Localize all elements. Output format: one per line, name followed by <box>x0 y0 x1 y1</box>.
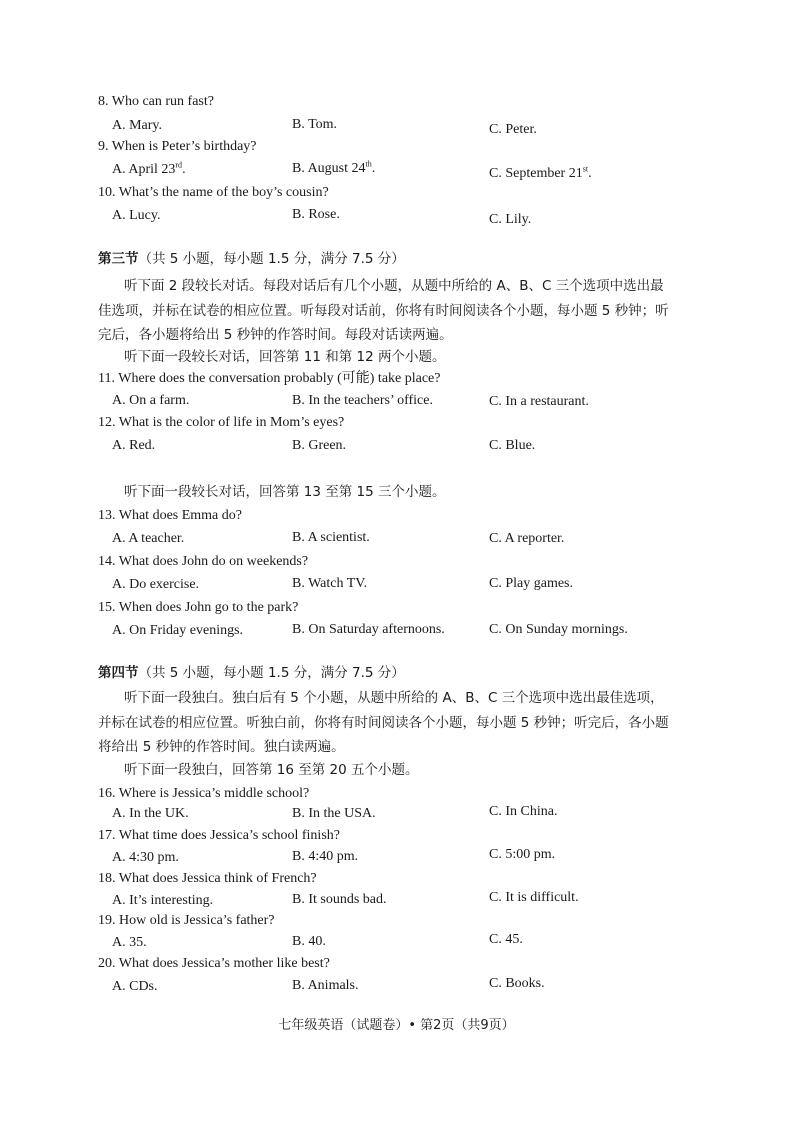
option-b: B. 4:40 pm. <box>292 849 359 864</box>
option-b: B. A scientist. <box>292 530 370 545</box>
section-meta: （共 5 小题，每小题 1.5 分，满分 7.5 分） <box>138 665 405 681</box>
question-number: 10. <box>98 185 116 200</box>
option-a: A. 4:30 pm. <box>112 850 179 865</box>
option-b: B. Tom. <box>292 117 338 132</box>
option-a: A. Lucy. <box>112 208 161 223</box>
option-c: C. September 21st. <box>489 164 592 181</box>
option-c: C. On Sunday mornings. <box>489 622 628 637</box>
section-4-subinstruction-1: 听下面一段独白，回答第 16 至第 20 五个小题。 <box>124 762 419 778</box>
question-18: 18. What does Jessica think of French? <box>98 871 317 886</box>
option-a: A. In the UK. <box>112 806 189 821</box>
option-b: B. Rose. <box>292 207 340 222</box>
question-text: Who can run fast? <box>111 94 214 109</box>
question-19: 19. How old is Jessica’s father? <box>98 913 275 928</box>
question-10 <box>98 184 329 202</box>
option-c: C. A reporter. <box>489 531 565 546</box>
question-text: When is Peter’s birthday? <box>111 139 257 154</box>
section-meta: （共 5 小题，每小题 1.5 分，满分 7.5 分） <box>138 251 405 267</box>
question-14: 14. What does John do on weekends? <box>98 554 309 569</box>
section-4-instructions-line-1: 听下面一段独白。独白后有 5 个小题，从题中所给的 A、B、C 三个选项中选出最佳选项， <box>124 690 664 706</box>
option-b: B. Animals. <box>292 978 359 993</box>
question-9 <box>98 138 257 156</box>
option-c: C. It is difficult. <box>489 890 579 905</box>
option-c: C. 45. <box>489 932 523 947</box>
section-4-heading <box>98 664 405 682</box>
option-c: C. Books. <box>489 976 545 991</box>
option-b: B. 40. <box>292 934 326 949</box>
option-c: C. In a restaurant. <box>489 394 589 409</box>
section-3-instructions-line-1: 听下面 2 段较长对话。每段对话后有几个小题，从题中所给的 A、B、C 三个选项中选出最 <box>124 278 664 294</box>
option-b: B. Green. <box>292 438 347 453</box>
option-b: B. In the teachers’ office. <box>292 393 433 408</box>
question-number: 8. <box>98 94 109 109</box>
section-3-subinstruction-2: 听下面一段较长对话，回答第 13 至第 15 三个小题。 <box>124 484 446 500</box>
question-11: 11. Where does the conversation probably (可能) take place? <box>98 371 441 386</box>
option-b: B. Watch TV. <box>292 576 368 591</box>
question-15: 15. When does John go to the park? <box>98 600 299 615</box>
page-footer: 七年级英语（试题卷）• 第2页（共9页） <box>278 1018 515 1033</box>
option-a: A. It’s interesting. <box>112 893 214 908</box>
option-a: A. 35. <box>112 935 147 950</box>
question-20: 20. What does Jessica’s mother like best? <box>98 956 330 971</box>
option-a: A. On Friday evenings. <box>112 623 244 638</box>
question-text: What’s the name of the boy’s cousin? <box>118 185 329 200</box>
option-a: A. On a farm. <box>112 393 190 408</box>
option-a: A. April 23rd. <box>112 160 186 177</box>
question-17: 17. What time does Jessica’s school finish? <box>98 828 340 843</box>
section-3-instructions-line-3: 完后，各小题将给出 5 秒钟的作答时间。每段对话读两遍。 <box>98 327 453 343</box>
option-a: A. CDs. <box>112 979 158 994</box>
section-3-subinstruction-1: 听下面一段较长对话，回答第 11 和第 12 两个小题。 <box>124 349 446 365</box>
section-3-heading <box>98 250 405 268</box>
option-a: A. Do exercise. <box>112 577 200 592</box>
question-8 <box>98 93 214 111</box>
option-b: B. It sounds bad. <box>292 892 387 907</box>
option-c: C. Peter. <box>489 122 537 137</box>
option-a: A. Mary. <box>112 118 163 133</box>
option-b: B. August 24th. <box>292 159 376 176</box>
section-4-instructions-line-2: 并标在试卷的相应位置。听独白前，你将有时间阅读各个小题，每小题 5 秒钟；听完后，各小题 <box>98 715 669 731</box>
option-c: C. In China. <box>489 804 558 819</box>
option-a: A. A teacher. <box>112 531 185 546</box>
section-4-instructions-line-3: 将给出 5 秒钟的作答时间。独白读两遍。 <box>98 739 345 755</box>
option-a: A. Red. <box>112 438 156 453</box>
option-c: C. Lily. <box>489 212 532 227</box>
question-12: 12. What is the color of life in Mom’s eyes? <box>98 415 345 430</box>
option-b: B. In the USA. <box>292 806 376 821</box>
question-16: 16. Where is Jessica’s middle school? <box>98 786 310 801</box>
section-3-instructions-line-2: 佳选项，并标在试卷的相应位置。听每段对话前，你将有时间阅读各个小题，每小题 5 秒钟；听 <box>98 303 669 319</box>
option-b: B. On Saturday afternoons. <box>292 622 445 637</box>
section-label: 第四节 <box>98 665 139 681</box>
option-c: C. Blue. <box>489 438 536 453</box>
option-c: C. Play games. <box>489 576 573 591</box>
section-label: 第三节 <box>98 251 139 267</box>
question-13: 13. What does Emma do? <box>98 508 242 523</box>
option-c: C. 5:00 pm. <box>489 847 556 862</box>
question-number: 9. <box>98 139 109 154</box>
